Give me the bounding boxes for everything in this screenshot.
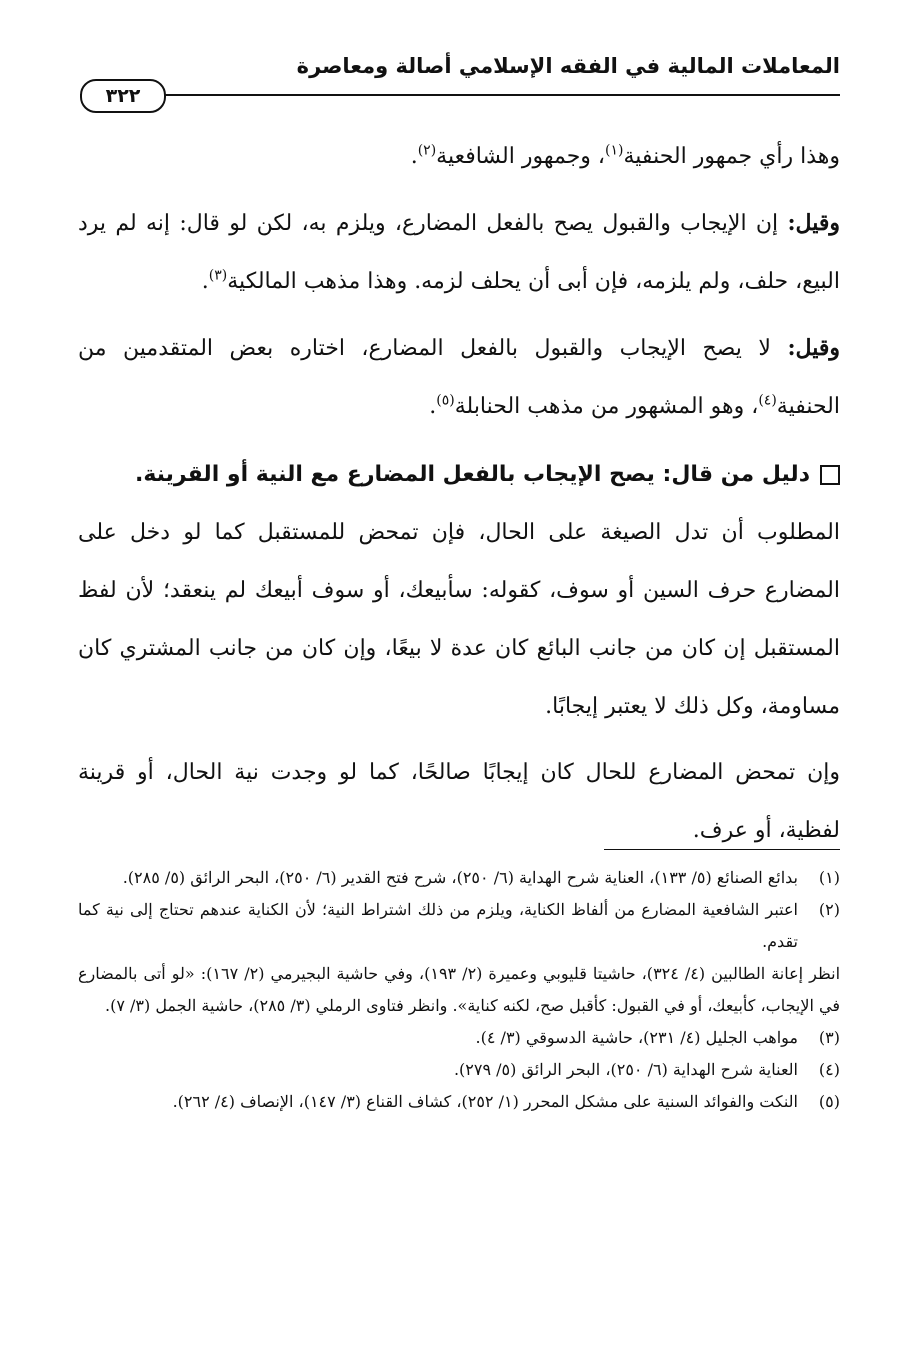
paragraph-text: وهذا رأي جمهور الحنفية <box>623 144 840 169</box>
paragraph-text: ، وجمهور الشافعية <box>436 144 606 169</box>
footnote-2-continued <box>78 958 840 1022</box>
footnote-number: (١) <box>818 868 840 887</box>
footnote-5 <box>78 1086 840 1118</box>
footnote-number: (٣) <box>818 1028 840 1047</box>
paragraph-lead: وقيل: <box>787 335 840 361</box>
footnote-text: العناية شرح الهداية (٦/ ٢٥٠)، البحر الرائق (٥/ ٢٧٩). <box>453 1060 798 1079</box>
paragraph-lead: وقيل: <box>787 210 840 236</box>
footnote-number: (٤) <box>818 1060 840 1079</box>
footnote-separator <box>604 849 840 850</box>
footnote-number: (٢) <box>818 900 840 919</box>
footnote-ref: (٣) <box>208 267 228 284</box>
footnote-text: مواهب الجليل (٤/ ٢٣١)، حاشية الدسوقي (٣/ ٤). <box>475 1028 798 1047</box>
footnote-text: انظر إعانة الطالبين (٤/ ٣٢٤)، حاشيتا قليوبي وعميرة (٢/ ١٩٣)، وفي حاشية البجيرمي (٢/ ١٦٧): «لو أتى بالمضارع في الإيجاب، كأبيعك، أو في القبول: كأقبل صح، لكنه كناية». وانظر فتاوى الرملي (٣/ ٢٨٥)، حاشية الجمل (٣/ ٧). <box>78 964 841 1015</box>
square-bullet-icon <box>820 465 840 485</box>
footnote-ref: (٤) <box>758 392 777 409</box>
footnote-2 <box>78 894 840 958</box>
section-heading <box>78 446 840 504</box>
page-header <box>80 52 840 112</box>
footnote-3 <box>78 1022 840 1054</box>
running-title: المعاملات المالية في الفقه الإسلامي أصالة ومعاصرة <box>296 54 840 78</box>
footnote-text: بدائع الصنائع (٥/ ١٣٣)، العناية شرح الهداية (٦/ ٢٥٠)، شرح فتح القدير (٦/ ٢٥٠)، البحر الرائق (٥/ ٢٨٥). <box>122 868 798 887</box>
footnote-text: النكت والفوائد السنية على مشكل المحرر (١/ ٢٥٢)، كشاف القناع (٣/ ١٤٧)، الإنصاف (٤/ ٢٦٢). <box>172 1092 798 1111</box>
header-rule <box>80 94 840 96</box>
paragraph-text: إن الإيجاب والقبول يصح بالفعل المضارع، ويلزم به، لكن لو قال: إنه لم يرد البيع، حلف، ولم يلزمه، فإن أبى أن يحلف لزمه. وهذا مذهب المالكية <box>78 211 840 294</box>
footnotes <box>78 862 840 1118</box>
paragraph-1 <box>78 128 840 186</box>
footnote-1 <box>78 862 840 894</box>
paragraph-5: وإن تمحض المضارع للحال كان إيجابًا صالحًا، كما لو وجدت نية الحال، أو قرينة لفظية، أو عرف. <box>78 760 840 843</box>
paragraph-text: ، وهو المشهور من مذهب الحنابلة <box>454 394 759 419</box>
main-text <box>78 128 840 860</box>
footnote-ref: (٢) <box>417 142 437 159</box>
footnote-4 <box>78 1054 840 1086</box>
paragraph-text: لا يصح الإيجاب والقبول بالفعل المضارع، اختاره بعض المتقدمين من الحنفية <box>78 336 840 419</box>
footnote-ref: (١) <box>605 142 624 159</box>
paragraph-2 <box>78 194 840 311</box>
paragraph-3 <box>78 319 840 436</box>
footnote-text: اعتبر الشافعية المضارع من ألفاظ الكناية، ويلزم من ذلك اشتراط النية؛ لأن الكناية عندهم تحتاج إلى نية كما تقدم. <box>78 900 798 951</box>
paragraph-end: . <box>429 394 437 419</box>
paragraph-end: . <box>201 269 209 294</box>
paragraph-4: المطلوب أن تدل الصيغة على الحال، فإن تمحض للمستقبل كما لو دخل على المضارع حرف السين أو سوف، كقوله: سأبيعك، أو سوف أبيعك لم ينعقد؛ لأن لفظ المستقبل إن كان من جانب البائع كان عدة لا بيعًا، وإن كان من جانب المشتري كان مساومة، وكل ذلك لا يعتبر إيجابًا. <box>78 520 840 719</box>
page-number: ٣٢٢ <box>80 79 166 113</box>
footnote-ref: (٥) <box>436 392 455 409</box>
paragraph-end: . <box>410 144 418 169</box>
section-heading-text: دليل من قال: يصح الإيجاب بالفعل المضارع مع النية أو القرينة. <box>134 462 810 487</box>
footnote-number: (٥) <box>818 1092 840 1111</box>
